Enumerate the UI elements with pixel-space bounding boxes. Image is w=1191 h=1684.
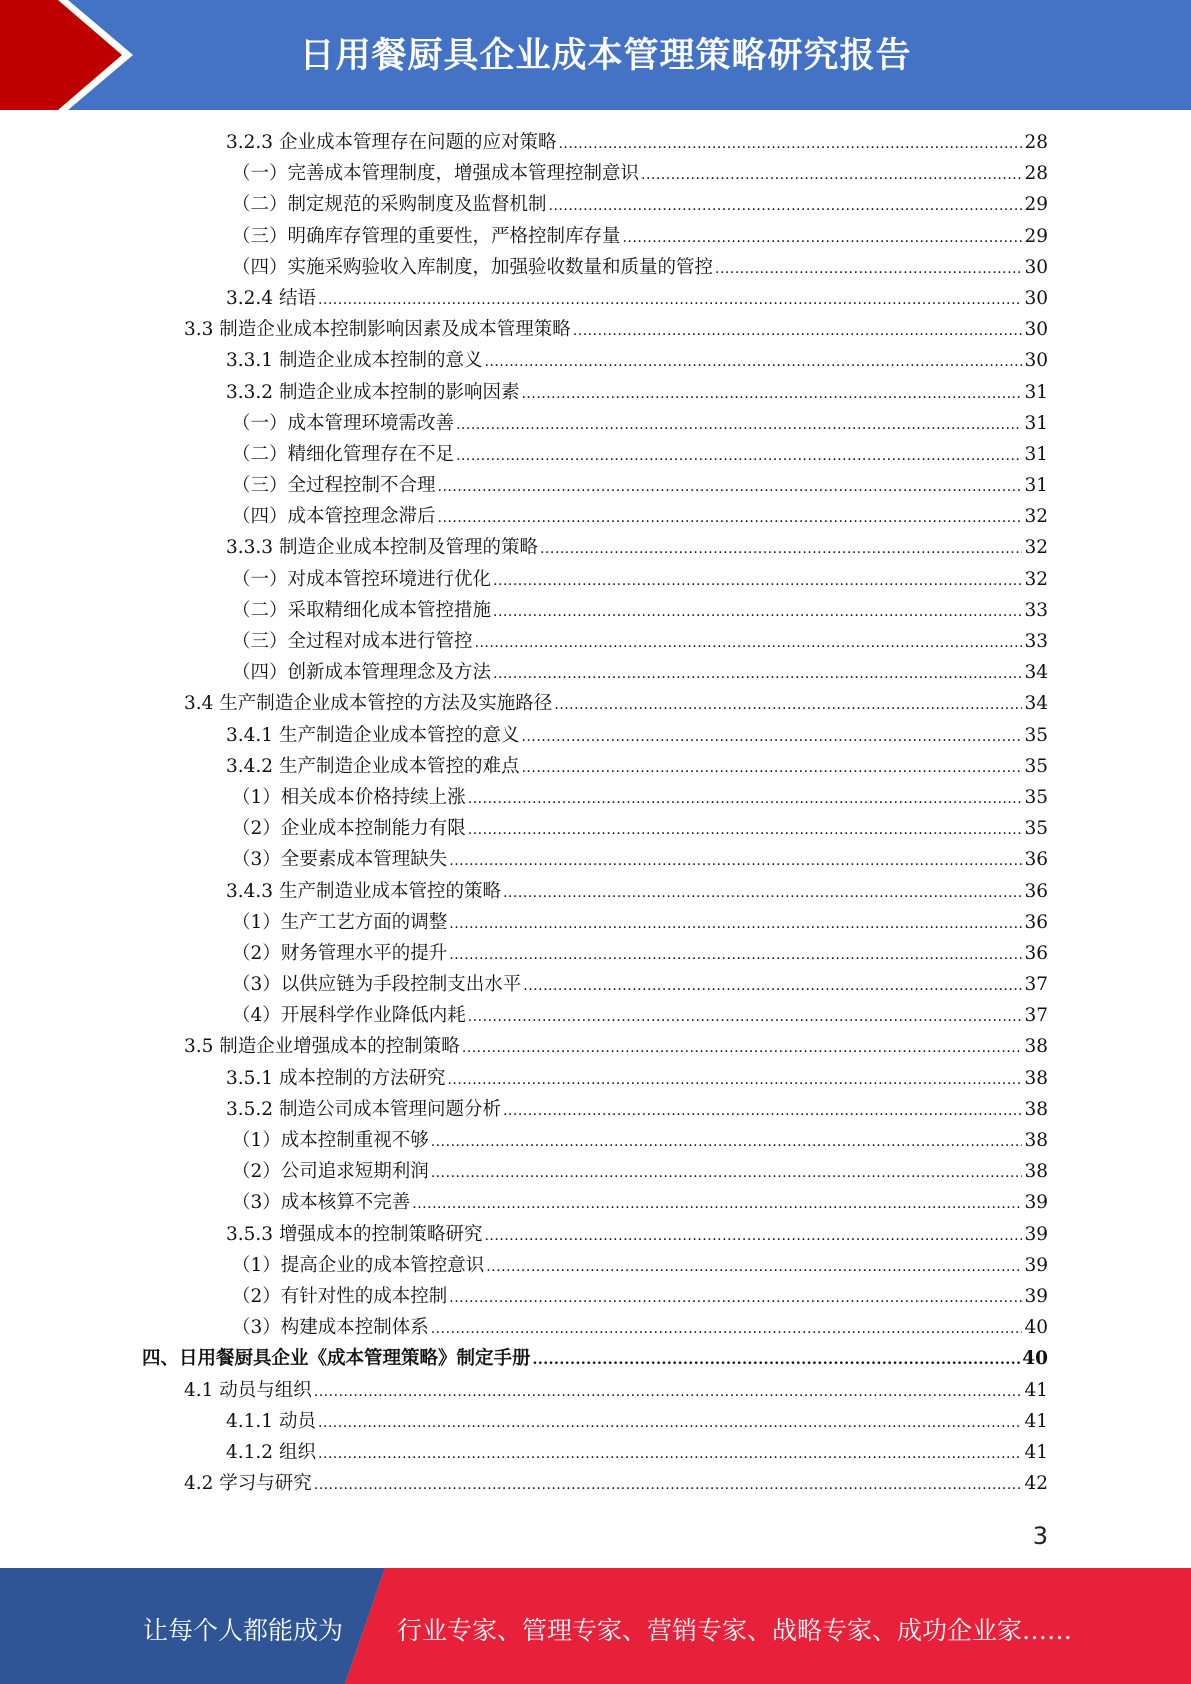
toc-entry[interactable] [0, 501, 1191, 532]
toc-entry-page: 33 [1024, 631, 1048, 652]
toc-entry-page: 37 [1024, 1005, 1048, 1027]
toc-entry-label: 4.1.2 组织 [226, 1441, 316, 1463]
toc-entry-page: 41 [1024, 1441, 1048, 1463]
toc-entry-page: 30 [1024, 256, 1048, 278]
toc-entry-label: （二）采取精细化成本管控措施 [232, 599, 492, 621]
toc-entry-label: 3.3.3 制造企业成本控制及管理的策略 [226, 537, 538, 559]
toc-entry[interactable] [0, 314, 1191, 345]
toc-entry[interactable] [0, 1187, 1191, 1218]
toc-entry-page: 31 [1024, 475, 1048, 497]
toc-entry-page: 29 [1024, 194, 1048, 216]
toc-entry-label: 4.1 动员与组织 [184, 1379, 312, 1401]
toc-entry-page: 39 [1024, 1223, 1048, 1245]
toc-entry-page: 32 [1024, 537, 1048, 559]
toc-entry[interactable] [0, 813, 1191, 844]
toc-entry-page: 41 [1024, 1410, 1048, 1432]
toc-entry-page: 36 [1024, 942, 1048, 964]
toc-leader-dots [533, 1345, 1021, 1376]
toc-entry-page: 28 [1024, 132, 1048, 153]
toc-entry[interactable] [0, 377, 1191, 408]
toc-leader-dots [318, 1408, 1023, 1439]
toc-entry-label: 3.4.2 生产制造企业成本管控的难点 [226, 755, 520, 777]
toc-entry[interactable] [0, 1031, 1191, 1062]
toc-entry-label: 3.4 生产制造企业成本管控的方法及实施路径 [184, 693, 553, 715]
toc-leader-dots [468, 815, 1023, 846]
toc-entry-page: 36 [1024, 880, 1048, 902]
toc-leader-dots [318, 1439, 1023, 1470]
toc-entry[interactable] [0, 938, 1191, 969]
toc-entry-label: 3.5.1 成本控制的方法研究 [226, 1067, 446, 1089]
toc-entry-label: 3.3.1 制造企业成本控制的意义 [226, 350, 483, 372]
toc-leader-dots [468, 784, 1023, 815]
toc-leader-dots [521, 753, 1022, 784]
toc-entry-label: 3.2.4 结语 [226, 287, 316, 309]
toc-entry-label: （3）全要素成本管理缺失 [232, 849, 448, 871]
toc-entry-page: 33 [1024, 599, 1048, 621]
toc-entry-label: （2）公司追求短期利润 [232, 1161, 429, 1183]
toc-leader-dots [456, 410, 1022, 441]
toc-leader-dots [493, 659, 1022, 690]
toc-leader-dots [462, 1033, 1023, 1064]
toc-entry-page: 35 [1024, 818, 1048, 840]
toc-entry-page: 31 [1024, 412, 1048, 434]
toc-leader-dots [503, 878, 1022, 909]
toc-leader-dots [475, 628, 1023, 659]
toc-leader-dots [449, 940, 1022, 971]
toc-entry-page: 28 [1024, 163, 1048, 185]
toc-entry-page: 36 [1024, 849, 1048, 871]
toc-entry-label: 4.1.1 动员 [226, 1410, 316, 1432]
toc-entry-page: 34 [1024, 693, 1048, 715]
page-number: 3 [1032, 1522, 1048, 1550]
toc-leader-dots [484, 347, 1022, 378]
toc-entry[interactable] [0, 1219, 1191, 1250]
toc-entry[interactable] [0, 127, 1191, 158]
toc-entry-label: 3.4.1 生产制造企业成本管控的意义 [226, 724, 520, 746]
toc-entry-page: 31 [1024, 443, 1048, 465]
toc-entry-page: 42 [1024, 1473, 1048, 1495]
toc-entry-label: （四）成本管控理念滞后 [232, 506, 436, 528]
toc-leader-dots [573, 316, 1023, 347]
toc-leader-dots [486, 1252, 1022, 1283]
toc-entry-label: 3.4.3 生产制造业成本管控的策略 [226, 880, 501, 902]
toc-entry-label: （一）成本管理环境需改善 [232, 412, 455, 434]
toc-entry-label: （1）生产工艺方面的调整 [232, 911, 448, 933]
toc-entry-label: （一）对成本管控环境进行优化 [232, 568, 492, 590]
table-of-contents [0, 127, 1191, 1499]
toc-entry[interactable] [0, 782, 1191, 813]
toc-entry-label: （一）完善成本管理制度，增强成本管理控制意识 [232, 163, 640, 185]
toc-leader-dots [449, 1283, 1022, 1314]
footer-slogan-left: 让每个人都能成为 [143, 1616, 344, 1645]
toc-entry-page: 35 [1024, 755, 1048, 777]
toc-entry[interactable] [0, 345, 1191, 376]
toc-entry-label: （三）明确库存管理的重要性，严格控制库存量 [232, 225, 621, 247]
toc-entry-label: （3）以供应链为手段控制支出水平 [232, 974, 522, 996]
toc-entry[interactable] [0, 221, 1191, 252]
toc-entry-label: （1）相关成本价格持续上涨 [232, 786, 466, 808]
toc-entry[interactable] [0, 626, 1191, 657]
toc-leader-dots [484, 1221, 1022, 1252]
toc-entry-page: 35 [1024, 786, 1048, 808]
toc-entry-label: 3.3.2 制造企业成本控制的影响因素 [226, 381, 520, 403]
toc-entry[interactable] [0, 532, 1191, 563]
toc-entry-label: （2）有针对性的成本控制 [232, 1285, 448, 1307]
toc-entry[interactable] [0, 657, 1191, 688]
toc-entry[interactable] [0, 1406, 1191, 1437]
toc-entry[interactable] [0, 1468, 1191, 1499]
toc-entry[interactable] [0, 1063, 1191, 1094]
toc-leader-dots [641, 160, 1022, 191]
toc-entry-page: 36 [1024, 911, 1048, 933]
toc-leader-dots [412, 1189, 1022, 1220]
page-footer [0, 1568, 1191, 1684]
toc-entry[interactable] [0, 1125, 1191, 1156]
toc-entry[interactable] [0, 720, 1191, 751]
toc-entry[interactable] [0, 1000, 1191, 1031]
toc-entry-page: 38 [1024, 1161, 1048, 1183]
toc-entry-page: 32 [1024, 506, 1048, 528]
toc-entry[interactable] [0, 969, 1191, 1000]
toc-leader-dots [540, 534, 1022, 565]
toc-entry-label: （1）成本控制重视不够 [232, 1130, 429, 1151]
toc-entry[interactable] [0, 252, 1191, 283]
toc-entry[interactable] [0, 439, 1191, 470]
toc-entry-label: 3.5.2 制造公司成本管理问题分析 [226, 1098, 501, 1120]
toc-entry[interactable] [0, 844, 1191, 875]
toc-leader-dots [554, 690, 1022, 721]
toc-entry[interactable] [0, 470, 1191, 501]
toc-leader-dots [549, 191, 1023, 222]
toc-entry-page: 39 [1024, 1192, 1048, 1214]
toc-entry-page: 30 [1024, 319, 1048, 341]
toc-entry-label: （四）实施采购验收入库制度，加强验收数量和质量的管控 [232, 256, 714, 278]
toc-leader-dots [558, 129, 1022, 160]
toc-leader-dots [314, 1377, 1023, 1408]
toc-entry-page: 38 [1024, 1067, 1048, 1089]
toc-leader-dots [521, 722, 1022, 753]
toc-entry[interactable] [0, 1094, 1191, 1125]
toc-entry-label: （2）企业成本控制能力有限 [232, 818, 466, 840]
toc-entry-label: （二）制定规范的采购制度及监督机制 [232, 194, 547, 216]
toc-entry-page: 38 [1024, 1130, 1048, 1151]
toc-entry-page: 32 [1024, 568, 1048, 590]
toc-leader-dots [431, 1158, 1023, 1189]
toc-leader-dots [431, 1127, 1023, 1158]
toc-entry-page: 40 [1024, 1317, 1048, 1339]
toc-leader-dots [447, 1065, 1022, 1096]
toc-entry-page: 38 [1024, 1036, 1048, 1058]
toc-entry[interactable] [0, 907, 1191, 938]
toc-leader-dots [438, 503, 1023, 534]
toc-leader-dots [468, 1002, 1023, 1033]
toc-entry-label: （2）财务管理水平的提升 [232, 942, 448, 964]
page-header [0, 0, 1191, 110]
toc-leader-dots [449, 846, 1022, 877]
toc-entry[interactable] [0, 1375, 1191, 1406]
toc-entry[interactable] [0, 876, 1191, 907]
toc-entry-label: （四）创新成本管理理念及方法 [232, 662, 492, 684]
toc-entry[interactable] [0, 408, 1191, 439]
toc-entry[interactable] [0, 1156, 1191, 1187]
report-title: 日用餐厨具企业成本管理策略研究报告 [299, 36, 912, 76]
toc-entry-label: 3.3 制造企业成本控制影响因素及成本管理策略 [184, 319, 571, 341]
toc-entry-label: 3.5.3 增强成本的控制策略研究 [226, 1223, 483, 1245]
toc-entry[interactable] [0, 1312, 1191, 1343]
toc-leader-dots [521, 379, 1022, 410]
toc-leader-dots [456, 441, 1022, 472]
toc-entry-label: （三）全过程控制不合理 [232, 475, 436, 497]
toc-leader-dots [523, 971, 1022, 1002]
toc-entry[interactable] [0, 1250, 1191, 1281]
toc-leader-dots [503, 1096, 1022, 1127]
toc-leader-dots [623, 223, 1023, 254]
toc-leader-dots [449, 909, 1022, 940]
toc-entry-label: （二）精细化管理存在不足 [232, 443, 455, 465]
toc-entry-label: （1）提高企业的成本管控意识 [232, 1254, 485, 1276]
toc-entry-label: 四、日用餐厨具企业《成本管理策略》制定手册 [142, 1348, 531, 1370]
toc-entry-label: （三）全过程对成本进行管控 [232, 631, 473, 652]
toc-entry-label: 3.5 制造企业增强成本的控制策略 [184, 1036, 460, 1058]
toc-entry-page: 30 [1024, 350, 1048, 372]
toc-entry[interactable] [0, 564, 1191, 595]
toc-entry-label: 4.2 学习与研究 [184, 1473, 312, 1495]
toc-entry[interactable] [0, 1281, 1191, 1312]
toc-entry-page: 35 [1024, 724, 1048, 746]
toc-entry[interactable] [0, 189, 1191, 220]
toc-leader-dots [318, 285, 1023, 316]
toc-leader-dots [493, 566, 1022, 597]
toc-entry[interactable] [0, 688, 1191, 719]
toc-leader-dots [431, 1314, 1023, 1345]
toc-entry-page: 37 [1024, 974, 1048, 996]
toc-entry-page: 30 [1024, 287, 1048, 309]
toc-entry-page: 39 [1024, 1254, 1048, 1276]
toc-entry[interactable] [0, 1343, 1191, 1374]
toc-entry-label: （4）开展科学作业降低内耗 [232, 1005, 466, 1027]
toc-entry[interactable] [0, 595, 1191, 626]
toc-entry-page: 31 [1024, 381, 1048, 403]
toc-entry-page: 40 [1022, 1348, 1048, 1370]
toc-entry-page: 41 [1024, 1379, 1048, 1401]
toc-entry-label: 3.2.3 企业成本管理存在问题的应对策略 [226, 132, 557, 153]
toc-entry-page: 39 [1024, 1285, 1048, 1307]
toc-entry-label: （3）成本核算不完善 [232, 1192, 411, 1214]
toc-entry[interactable] [0, 283, 1191, 314]
footer-slogan-right: 行业专家、管理专家、营销专家、战略专家、成功企业家…… [397, 1616, 1073, 1645]
toc-entry-page: 38 [1024, 1098, 1048, 1120]
toc-entry[interactable] [0, 751, 1191, 782]
toc-leader-dots [438, 472, 1023, 503]
toc-entry-label: （3）构建成本控制体系 [232, 1317, 429, 1339]
toc-entry[interactable] [0, 1437, 1191, 1468]
toc-leader-dots [715, 254, 1022, 285]
toc-entry-page: 29 [1024, 225, 1048, 247]
toc-entry-page: 34 [1024, 662, 1048, 684]
toc-entry[interactable] [0, 158, 1191, 189]
toc-leader-dots [314, 1470, 1023, 1501]
toc-leader-dots [493, 597, 1022, 628]
